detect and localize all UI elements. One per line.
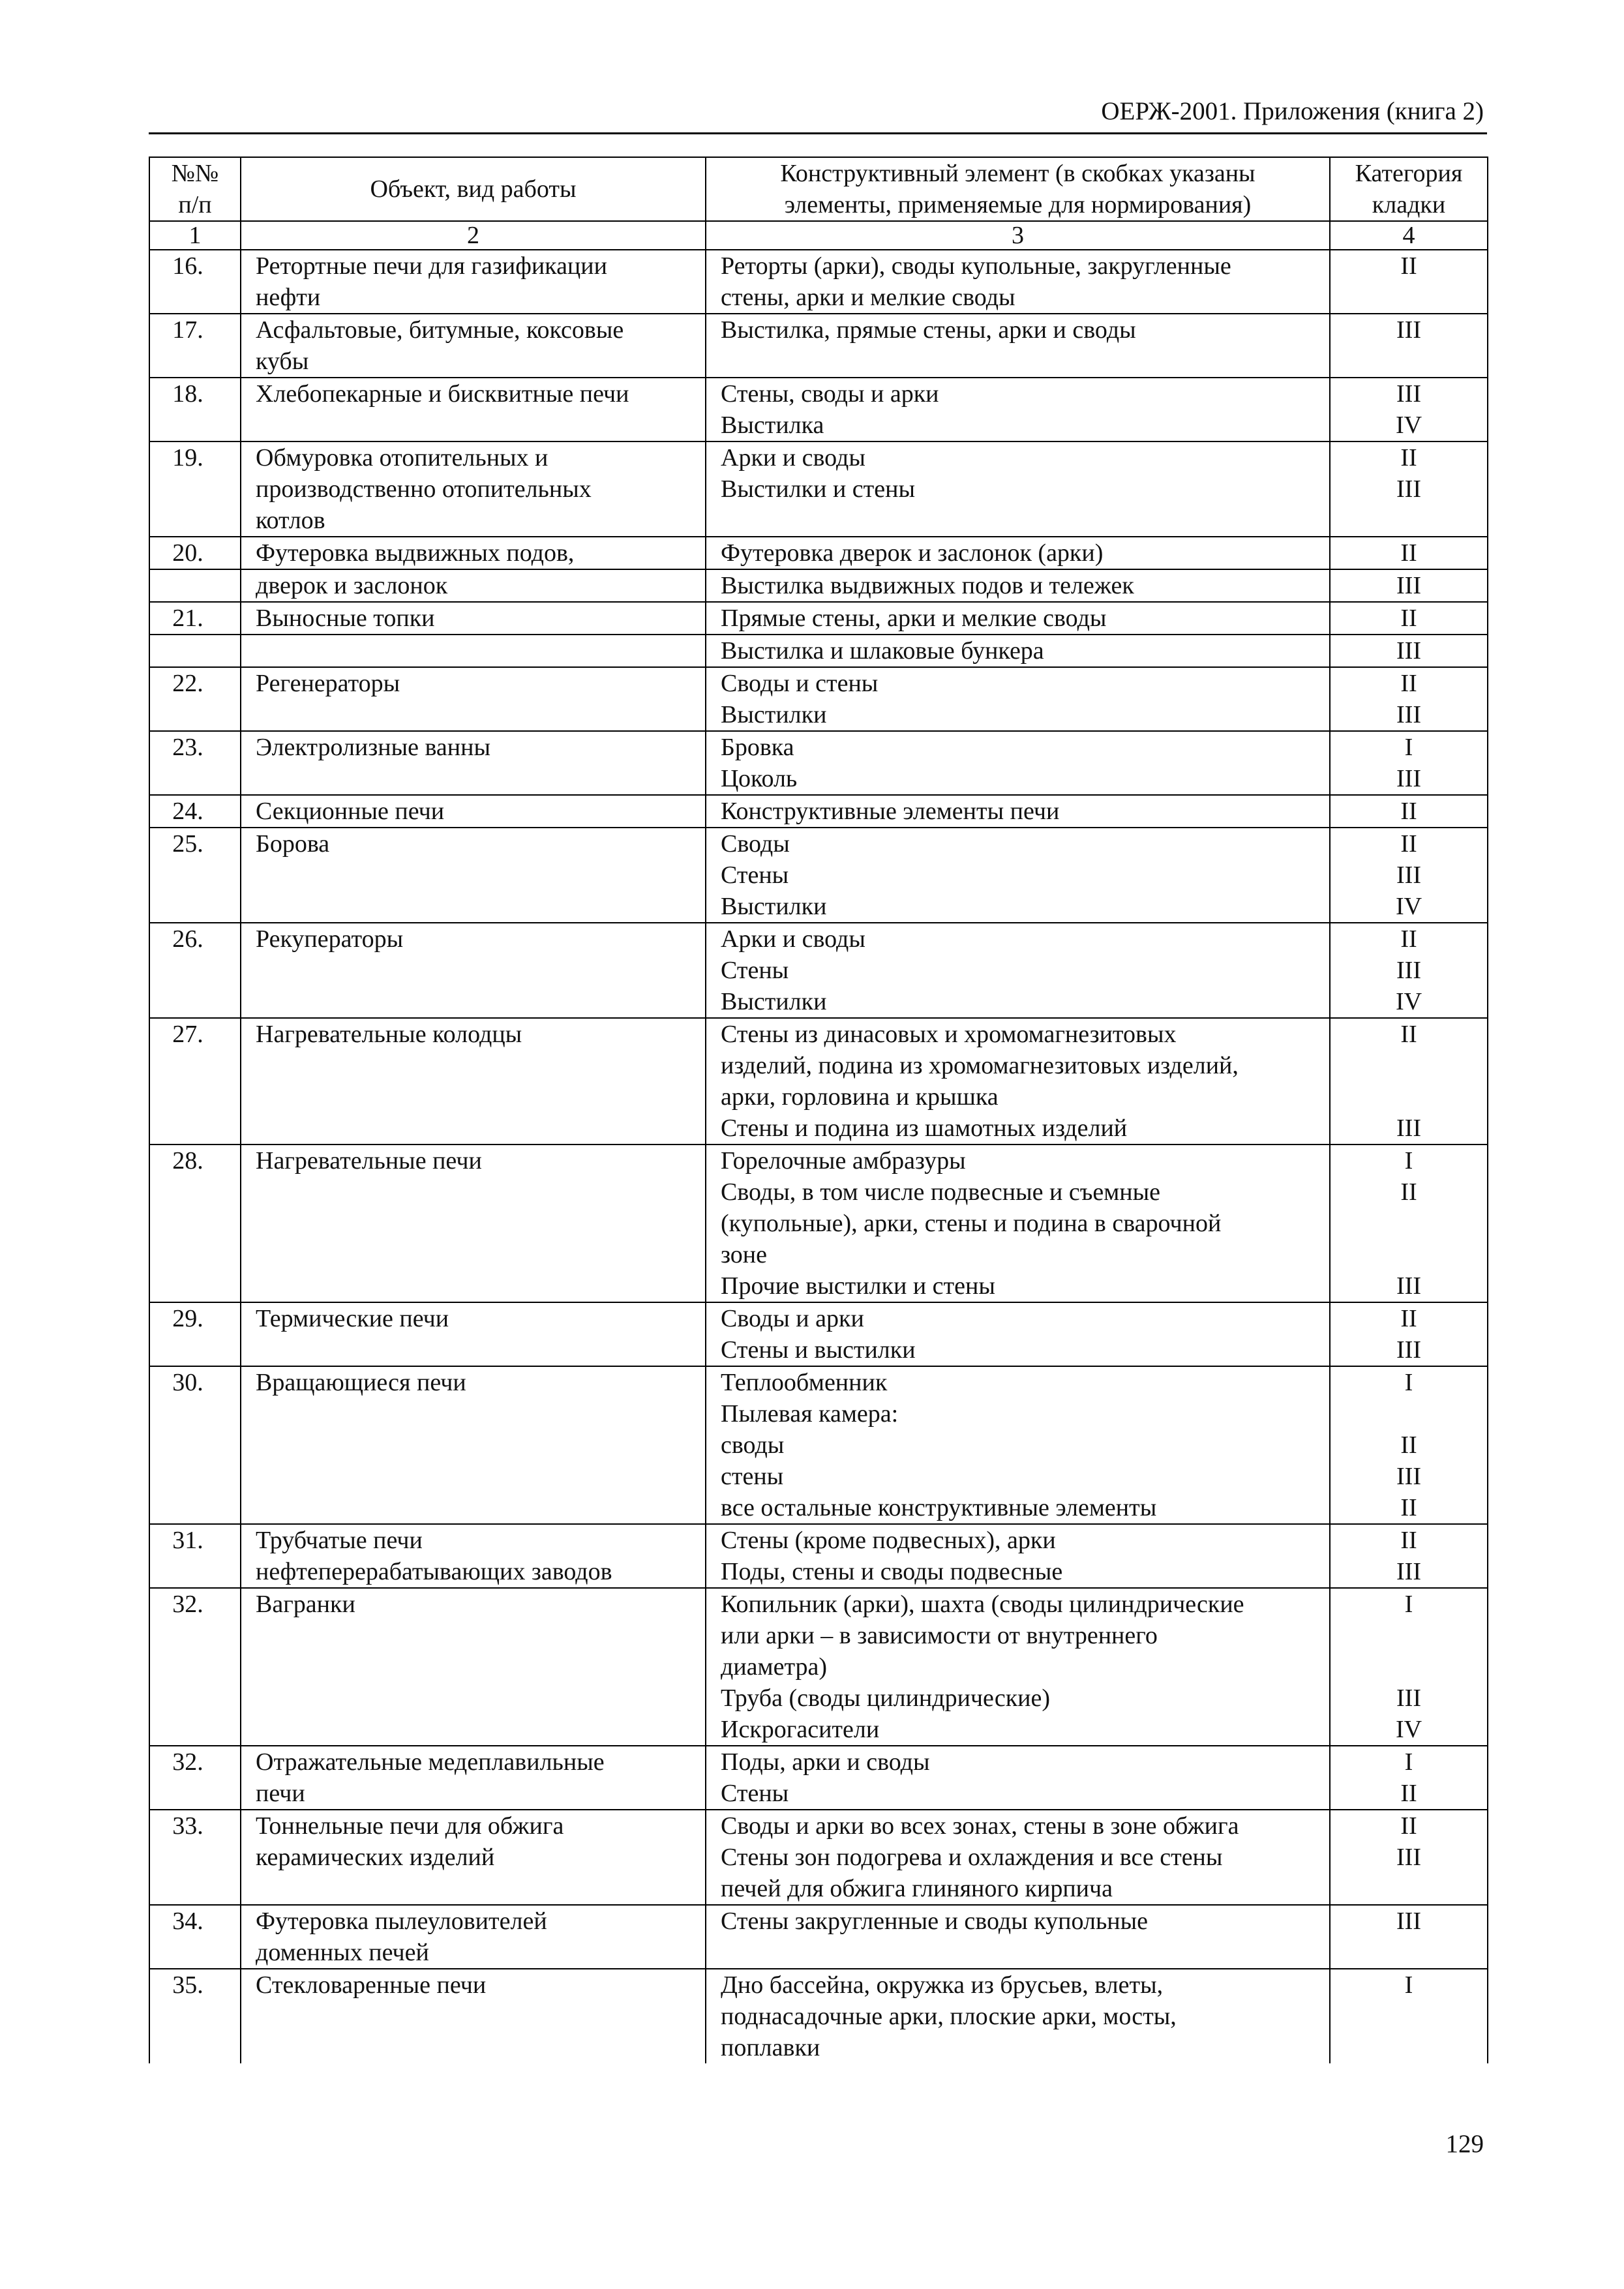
category-cell-line: III: [1396, 765, 1421, 792]
table-row: [149, 378, 1488, 441]
element-cell-line: Прямые стены, арки и мелкие своды: [721, 605, 1107, 632]
category-cell: [1330, 1524, 1488, 1588]
element-cell: [706, 923, 1330, 1018]
category-cell: [1330, 795, 1488, 828]
object-cell-line: Отражательные медеплавильные: [256, 1748, 605, 1776]
category-cell-line: IV: [1395, 1716, 1422, 1743]
category-cell-line: III: [1396, 1463, 1421, 1490]
object-cell-line: Нагревательные печи: [256, 1147, 482, 1174]
category-cell-line: III: [1396, 380, 1421, 408]
row-number-line: 25.: [172, 830, 203, 858]
element-cell-line: Стены, своды и арки: [721, 380, 939, 408]
object-cell-line: [256, 635, 699, 666]
category-cell-line: II: [1400, 1178, 1417, 1206]
object-cell: [241, 1524, 706, 1588]
element-cell-line: Футеровка дверок и заслонок (арки): [721, 539, 1104, 567]
column-number: 4: [1330, 221, 1488, 250]
header-object: [241, 157, 706, 221]
column-number: 1: [149, 221, 241, 250]
column-number-row: [149, 221, 1488, 250]
row-number-line: 27.: [172, 1021, 203, 1048]
category-cell-line: II: [1400, 1812, 1417, 1840]
element-cell: [706, 1366, 1330, 1524]
element-cell-line: изделий, подина из хромомагнезитовых изделий,: [721, 1052, 1239, 1079]
row-number: [149, 731, 241, 795]
element-cell: [706, 635, 1330, 667]
row-number: [149, 1302, 241, 1366]
row-number: [149, 667, 241, 731]
row-number: [149, 795, 241, 828]
row-number: [149, 1810, 241, 1905]
element-cell-line: Искрогасители: [721, 1716, 880, 1743]
object-cell-line: Хлебопекарные и бисквитные печи: [256, 380, 629, 408]
category-cell: [1330, 1588, 1488, 1746]
element-cell-line: Выстилка и шлаковые бункера: [721, 637, 1044, 665]
category-cell: [1330, 1810, 1488, 1905]
element-cell-line: поднасадочные арки, плоские арки, мосты,: [721, 2003, 1177, 2030]
table-row: [149, 569, 1488, 602]
object-cell-line: котлов: [256, 507, 325, 534]
category-cell-line: III: [1396, 701, 1421, 728]
element-cell-line: зоне: [721, 1241, 767, 1268]
object-cell-line: Тоннельные печи для обжига: [256, 1812, 564, 1840]
element-cell-line: Реторты (арки), своды купольные, закругленные: [721, 252, 1231, 280]
row-number: [149, 635, 241, 667]
element-cell: [706, 569, 1330, 602]
header-rule: [149, 132, 1487, 134]
table-row: [149, 1588, 1488, 1746]
object-cell: [241, 795, 706, 828]
header-category-line: Категория: [1355, 160, 1463, 187]
element-cell: [706, 1588, 1330, 1746]
category-cell: [1330, 250, 1488, 314]
object-cell: [241, 250, 706, 314]
element-cell-line: Стены и подина из шамотных изделий: [721, 1115, 1128, 1142]
row-number: [149, 1018, 241, 1144]
table-row: [149, 1302, 1488, 1366]
row-number-line: 32.: [172, 1591, 203, 1618]
element-cell: [706, 1810, 1330, 1905]
element-cell: [706, 1969, 1330, 2063]
category-cell: [1330, 1144, 1488, 1302]
row-number-line: 20.: [172, 539, 203, 567]
category-cell-line: [1337, 1651, 1481, 1683]
element-cell-line: диаметра): [721, 1653, 828, 1681]
element-cell-line: Выстилка, прямые стены, арки и своды: [721, 316, 1136, 344]
row-number: [149, 1588, 241, 1746]
element-cell-line: Поды, стены и своды подвесные: [721, 1558, 1063, 1585]
element-cell-line: Выстилки: [721, 701, 827, 728]
object-cell-line: производственно отопительных: [256, 475, 592, 503]
element-cell-line: Стены и выстилки: [721, 1336, 916, 1364]
header-category-line: кладки: [1372, 191, 1446, 218]
category-cell-line: II: [1400, 1780, 1417, 1807]
object-cell-line: Выносные топки: [256, 605, 435, 632]
table-row: [149, 441, 1488, 537]
element-cell-line: Выстилки: [721, 988, 827, 1015]
object-cell: [241, 828, 706, 923]
category-cell-line: [1337, 1398, 1481, 1429]
table-row: [149, 314, 1488, 378]
header-element: [706, 157, 1330, 221]
category-cell-line: II: [1400, 539, 1417, 567]
element-cell-line: Бровка: [721, 734, 794, 761]
category-cell-line: II: [1400, 925, 1417, 953]
category-cell: [1330, 635, 1488, 667]
object-cell: [241, 1018, 706, 1144]
row-number-line: 35.: [172, 1971, 203, 1999]
element-cell-line: все остальные конструктивные элементы: [721, 1494, 1157, 1521]
table-row: [149, 1524, 1488, 1588]
element-cell-line: Стены (кроме подвесных), арки: [721, 1527, 1056, 1554]
element-cell-line: стены: [721, 1463, 784, 1490]
category-cell-line: I: [1404, 1369, 1413, 1396]
row-number-line: 17.: [172, 316, 203, 344]
table-row: [149, 1018, 1488, 1144]
element-cell: [706, 828, 1330, 923]
object-cell: [241, 378, 706, 441]
table-row: [149, 602, 1488, 635]
object-cell: [241, 537, 706, 569]
category-cell-line: III: [1396, 1908, 1421, 1935]
category-cell-line: I: [1404, 1971, 1413, 1999]
category-cell-line: III: [1396, 957, 1421, 984]
element-cell: [706, 250, 1330, 314]
category-cell: [1330, 1302, 1488, 1366]
category-cell-line: [1337, 1081, 1481, 1113]
category-cell: [1330, 602, 1488, 635]
row-number: [149, 250, 241, 314]
object-cell-line: Ретортные печи для газификации: [256, 252, 607, 280]
table-row: [149, 1746, 1488, 1810]
object-cell-line: Электролизные ванны: [256, 734, 490, 761]
object-cell-line: керамических изделий: [256, 1844, 495, 1871]
category-cell: [1330, 923, 1488, 1018]
object-cell-line: Футеровка выдвижных подов,: [256, 539, 575, 567]
row-number-line: 31.: [172, 1527, 203, 1554]
object-cell-line: Вращающиеся печи: [256, 1369, 466, 1396]
element-cell-line: Своды и стены: [721, 670, 879, 697]
row-number-line: 29.: [172, 1305, 203, 1332]
object-cell-line: Рекуператоры: [256, 925, 404, 953]
page-number: 129: [1445, 2130, 1484, 2158]
element-cell: [706, 378, 1330, 441]
element-cell-line: своды: [721, 1431, 785, 1459]
category-cell-line: II: [1400, 1527, 1417, 1554]
table-row: [149, 667, 1488, 731]
table-row: [149, 923, 1488, 1018]
row-number: [149, 923, 241, 1018]
element-cell-line: Выстилки: [721, 893, 827, 920]
row-number: [149, 1524, 241, 1588]
element-cell-line: Труба (своды цилиндрические): [721, 1684, 1051, 1712]
category-cell: [1330, 441, 1488, 537]
element-cell: [706, 667, 1330, 731]
row-number-line: 32.: [172, 1748, 203, 1776]
element-cell: [706, 537, 1330, 569]
category-cell-line: III: [1396, 1115, 1421, 1142]
category-cell-line: II: [1400, 444, 1417, 471]
element-cell: [706, 1018, 1330, 1144]
row-number: [149, 828, 241, 923]
element-cell-line: Прочие выстилки и стены: [721, 1272, 995, 1300]
object-cell-line: Термические печи: [256, 1305, 449, 1332]
element-cell: [706, 314, 1330, 378]
row-number: [149, 314, 241, 378]
element-cell-line: Копильник (арки), шахта (своды цилиндрические: [721, 1591, 1244, 1618]
object-cell: [241, 667, 706, 731]
object-cell-line: Футеровка пылеуловителей: [256, 1908, 547, 1935]
category-cell: [1330, 1366, 1488, 1524]
category-cell-line: II: [1400, 1431, 1417, 1459]
object-cell-line: Регенераторы: [256, 670, 400, 697]
table-row: [149, 795, 1488, 828]
category-cell-line: III: [1396, 572, 1421, 599]
object-cell-line: Стекловаренные печи: [256, 1971, 487, 1999]
object-cell: [241, 1746, 706, 1810]
element-cell-line: Цоколь: [721, 765, 798, 792]
category-cell-line: II: [1400, 1305, 1417, 1332]
table-row: [149, 635, 1488, 667]
category-cell-line: III: [1396, 1558, 1421, 1585]
element-cell-line: стены, арки и мелкие своды: [721, 284, 1015, 311]
element-cell: [706, 1302, 1330, 1366]
category-cell-line: III: [1396, 316, 1421, 344]
object-cell: [241, 1302, 706, 1366]
category-cell: [1330, 731, 1488, 795]
header-num: [149, 157, 241, 221]
element-cell-line: Теплообменник: [721, 1369, 888, 1396]
row-number-line: 24.: [172, 798, 203, 825]
table-row: [149, 1810, 1488, 1905]
object-cell: [241, 1366, 706, 1524]
row-number-line: 34.: [172, 1908, 203, 1935]
category-cell-line: IV: [1395, 988, 1422, 1015]
element-cell-line: Своды, в том числе подвесные и съемные: [721, 1178, 1161, 1206]
element-cell-line: Поды, арки и своды: [721, 1748, 930, 1776]
column-number: 3: [706, 221, 1330, 250]
object-cell: [241, 635, 706, 667]
element-cell: [706, 731, 1330, 795]
header-object-line: Объект, вид работы: [370, 175, 577, 203]
row-number-line: 28.: [172, 1147, 203, 1174]
column-number: 2: [241, 221, 706, 250]
category-cell-line: [1337, 1208, 1481, 1239]
object-cell-line: Вагранки: [256, 1591, 355, 1618]
object-cell-line: Секционные печи: [256, 798, 445, 825]
row-number-line: 23.: [172, 734, 203, 761]
masonry-category-table: [149, 157, 1488, 2063]
row-number: [149, 602, 241, 635]
row-number: [149, 441, 241, 537]
element-cell-line: Своды: [721, 830, 790, 858]
category-cell-line: II: [1400, 1021, 1417, 1048]
element-cell-line: Стены: [721, 861, 789, 889]
object-cell: [241, 923, 706, 1018]
category-cell-line: III: [1396, 861, 1421, 889]
object-cell-line: Асфальтовые, битумные, коксовые: [256, 316, 624, 344]
category-cell: [1330, 537, 1488, 569]
category-cell-line: I: [1404, 1147, 1413, 1174]
category-cell-line: II: [1400, 830, 1417, 858]
object-cell-line: Нагревательные колодцы: [256, 1021, 522, 1048]
category-cell: [1330, 314, 1488, 378]
table-header-row: [149, 157, 1488, 221]
row-number-line: 21.: [172, 605, 203, 632]
row-number: [149, 378, 241, 441]
object-cell: [241, 569, 706, 602]
element-cell-line: Конструктивные элементы печи: [721, 798, 1060, 825]
element-cell-line: Стены: [721, 957, 789, 984]
category-cell: [1330, 1969, 1488, 2063]
object-cell-line: Борова: [256, 830, 330, 858]
row-number: [149, 1905, 241, 1969]
category-cell-line: I: [1404, 1748, 1413, 1776]
object-cell: [241, 1144, 706, 1302]
table-row: [149, 1905, 1488, 1969]
category-cell-line: III: [1396, 475, 1421, 503]
object-cell: [241, 1588, 706, 1746]
element-cell-line: Выстилка: [721, 411, 824, 439]
element-cell-line: Своды и арки: [721, 1305, 864, 1332]
category-cell-line: [1337, 1239, 1481, 1270]
element-cell: [706, 795, 1330, 828]
category-cell-line: IV: [1395, 893, 1422, 920]
row-number-line: 30.: [172, 1369, 203, 1396]
object-cell-line: печи: [256, 1780, 305, 1807]
table-row: [149, 250, 1488, 314]
element-cell-line: печей для обжига глиняного кирпича: [721, 1875, 1113, 1902]
table-row: [149, 828, 1488, 923]
table-body: [149, 250, 1488, 2063]
element-cell-line: Выстилка выдвижных подов и тележек: [721, 572, 1134, 599]
header-element-line: элементы, применяемые для нормирования): [784, 191, 1252, 218]
row-number-line: [150, 570, 226, 601]
header-category: [1330, 157, 1488, 221]
element-cell-line: поплавки: [721, 2034, 820, 2061]
header-num-line: №№: [171, 160, 219, 187]
category-cell-line: III: [1396, 1844, 1421, 1871]
category-cell: [1330, 569, 1488, 602]
header-num-line: п/п: [178, 191, 212, 218]
category-cell-line: [1337, 1873, 1481, 1904]
category-cell: [1330, 667, 1488, 731]
row-number: [149, 1144, 241, 1302]
element-cell-line: Стены из динасовых и хромомагнезитовых: [721, 1021, 1177, 1048]
running-header: ОЕРЖ-2001. Приложения (книга 2): [1101, 97, 1484, 125]
category-cell: [1330, 378, 1488, 441]
category-cell: [1330, 1746, 1488, 1810]
element-cell-line: Пылевая камера:: [721, 1400, 899, 1428]
category-cell-line: IV: [1395, 411, 1422, 439]
element-cell: [706, 1746, 1330, 1810]
element-cell: [706, 1905, 1330, 1969]
object-cell: [241, 1969, 706, 2063]
category-cell-line: II: [1400, 670, 1417, 697]
object-cell-line: Трубчатые печи: [256, 1527, 423, 1554]
element-cell: [706, 602, 1330, 635]
category-cell-line: II: [1400, 252, 1417, 280]
table-row: [149, 1366, 1488, 1524]
category-cell: [1330, 1018, 1488, 1144]
object-cell-line: доменных печей: [256, 1939, 429, 1966]
object-cell: [241, 602, 706, 635]
category-cell: [1330, 1905, 1488, 1969]
row-number-line: 33.: [172, 1812, 203, 1840]
object-cell-line: нефтеперерабатывающих заводов: [256, 1558, 612, 1585]
category-cell-line: III: [1396, 637, 1421, 665]
object-cell-line: кубы: [256, 348, 309, 375]
header-element-line: Конструктивный элемент (в скобках указаны: [780, 160, 1256, 187]
object-cell-line: нефти: [256, 284, 321, 311]
table-row: [149, 1144, 1488, 1302]
row-number: [149, 1746, 241, 1810]
object-cell: [241, 1905, 706, 1969]
row-number: [149, 569, 241, 602]
element-cell-line: Стены закругленные и своды купольные: [721, 1908, 1149, 1935]
element-cell-line: Своды и арки во всех зонах, стены в зоне обжига: [721, 1812, 1239, 1840]
row-number: [149, 1366, 241, 1524]
element-cell-line: Арки и своды: [721, 444, 865, 471]
object-cell-line: Обмуровка отопительных и: [256, 444, 549, 471]
element-cell-line: Арки и своды: [721, 925, 865, 953]
object-cell: [241, 731, 706, 795]
category-cell-line: [1337, 1620, 1481, 1651]
object-cell: [241, 314, 706, 378]
category-cell-line: III: [1396, 1684, 1421, 1712]
row-number: [149, 537, 241, 569]
element-cell-line: арки, горловина и крышка: [721, 1083, 999, 1111]
element-cell: [706, 1144, 1330, 1302]
element-cell: [706, 441, 1330, 537]
row-number-line: 16.: [172, 252, 203, 280]
element-cell: [706, 1524, 1330, 1588]
element-cell-line: Выстилки и стены: [721, 475, 915, 503]
table-row: [149, 1969, 1488, 2063]
category-cell-line: I: [1404, 1591, 1413, 1618]
row-number-line: 19.: [172, 444, 203, 471]
category-cell-line: II: [1400, 1494, 1417, 1521]
element-cell-line: Стены: [721, 1780, 789, 1807]
element-cell-line: Горелочные амбразуры: [721, 1147, 966, 1174]
category-cell-line: I: [1404, 734, 1413, 761]
object-cell: [241, 1810, 706, 1905]
element-cell-line: Дно бассейна, окружка из брусьев, влеты,: [721, 1971, 1164, 1999]
row-number-line: 18.: [172, 380, 203, 408]
category-cell-line: II: [1400, 798, 1417, 825]
category-cell-line: [1337, 1050, 1481, 1081]
category-cell-line: II: [1400, 605, 1417, 632]
category-cell-line: III: [1396, 1272, 1421, 1300]
table-row: [149, 537, 1488, 569]
element-cell-line: (купольные), арки, стены и подина в сварочной: [721, 1210, 1222, 1237]
row-number-line: [150, 635, 226, 666]
object-cell-line: дверок и заслонок: [256, 572, 448, 599]
category-cell-line: III: [1396, 1336, 1421, 1364]
row-number-line: 22.: [172, 670, 203, 697]
table-row: [149, 731, 1488, 795]
element-cell-line: Стены зон подогрева и охлаждения и все стены: [721, 1844, 1223, 1871]
category-cell: [1330, 828, 1488, 923]
row-number-line: 26.: [172, 925, 203, 953]
object-cell: [241, 441, 706, 537]
row-number: [149, 1969, 241, 2063]
element-cell-line: или арки – в зависимости от внутреннего: [721, 1622, 1158, 1649]
